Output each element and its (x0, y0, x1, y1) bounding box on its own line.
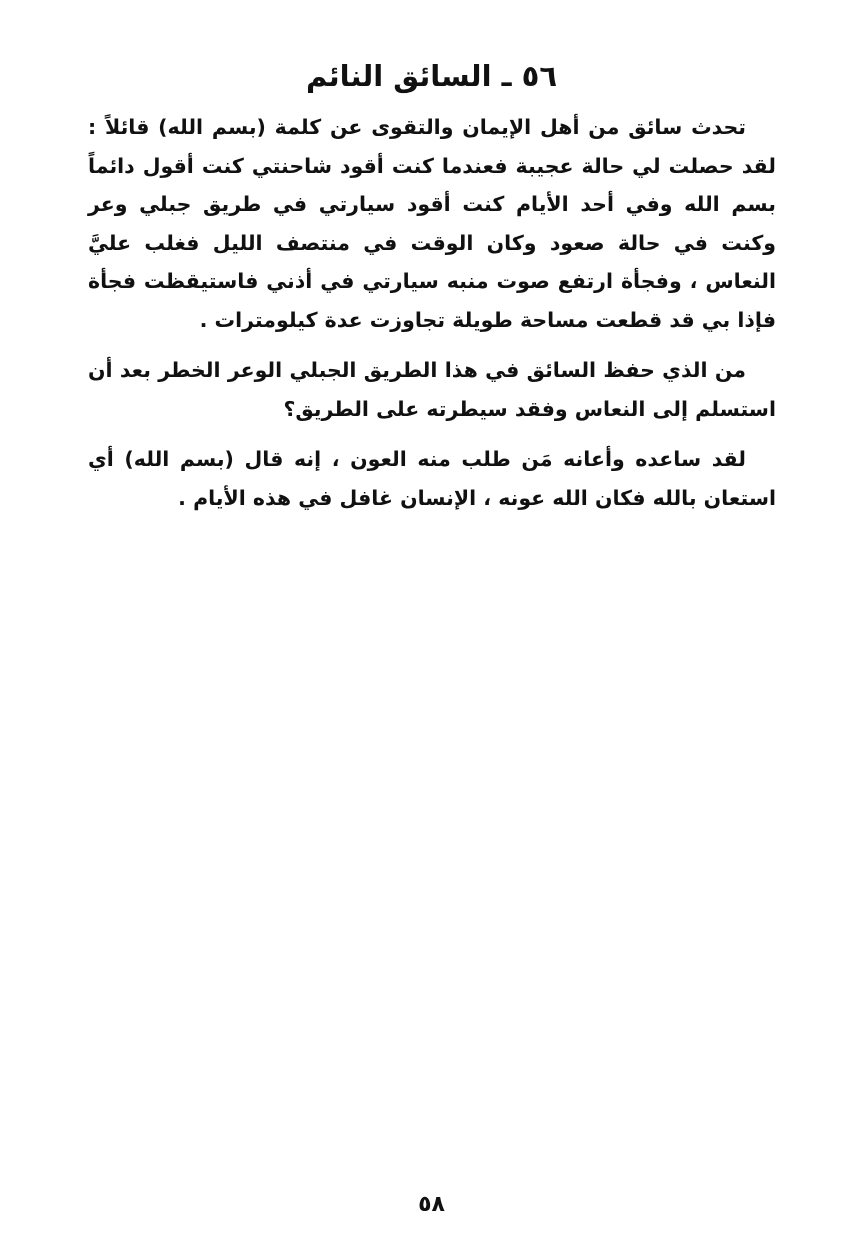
page-title: ٥٦ ـ السائق النائم (305, 59, 558, 93)
paragraph-2: من الذي حفظ السائق في هذا الطريق الجبلي الوعر الخطر بعد أن استسلم إلى النعاس وفقد سيطرته على الطريق؟ (88, 358, 776, 421)
paragraph-3: لقد ساعده وأعانه مَن طلب منه العون ، إنه قال (بسم الله) أي استعان بالله فكان الله عونه ، الإنسان غافل في هذه الأيام . (88, 447, 776, 510)
paragraph-1: تحدث سائق من أهل الإيمان والتقوى عن كلمة (بسم الله) قائلاً : لقد حصلت لي حالة عجيبة فعندما كنت أقود شاحنتي كنت أقول دائماً بسم الله وفي أحد الأيام كنت أقود سيارتي في طريق جبلي وعر وكنت في حالة صعود وكان الوقت في منتصف الليل فغلب عليَّ النعاس ، وفجأة ارتفع صوت منبه سيارتي في أذني فاستيقظت فجأة فإذا بي قد قطعت مساحة طويلة تجاوزت عدة كيلومترات . (88, 115, 776, 332)
page-number: ٥٨ (418, 1192, 445, 1217)
story-body (88, 108, 776, 529)
